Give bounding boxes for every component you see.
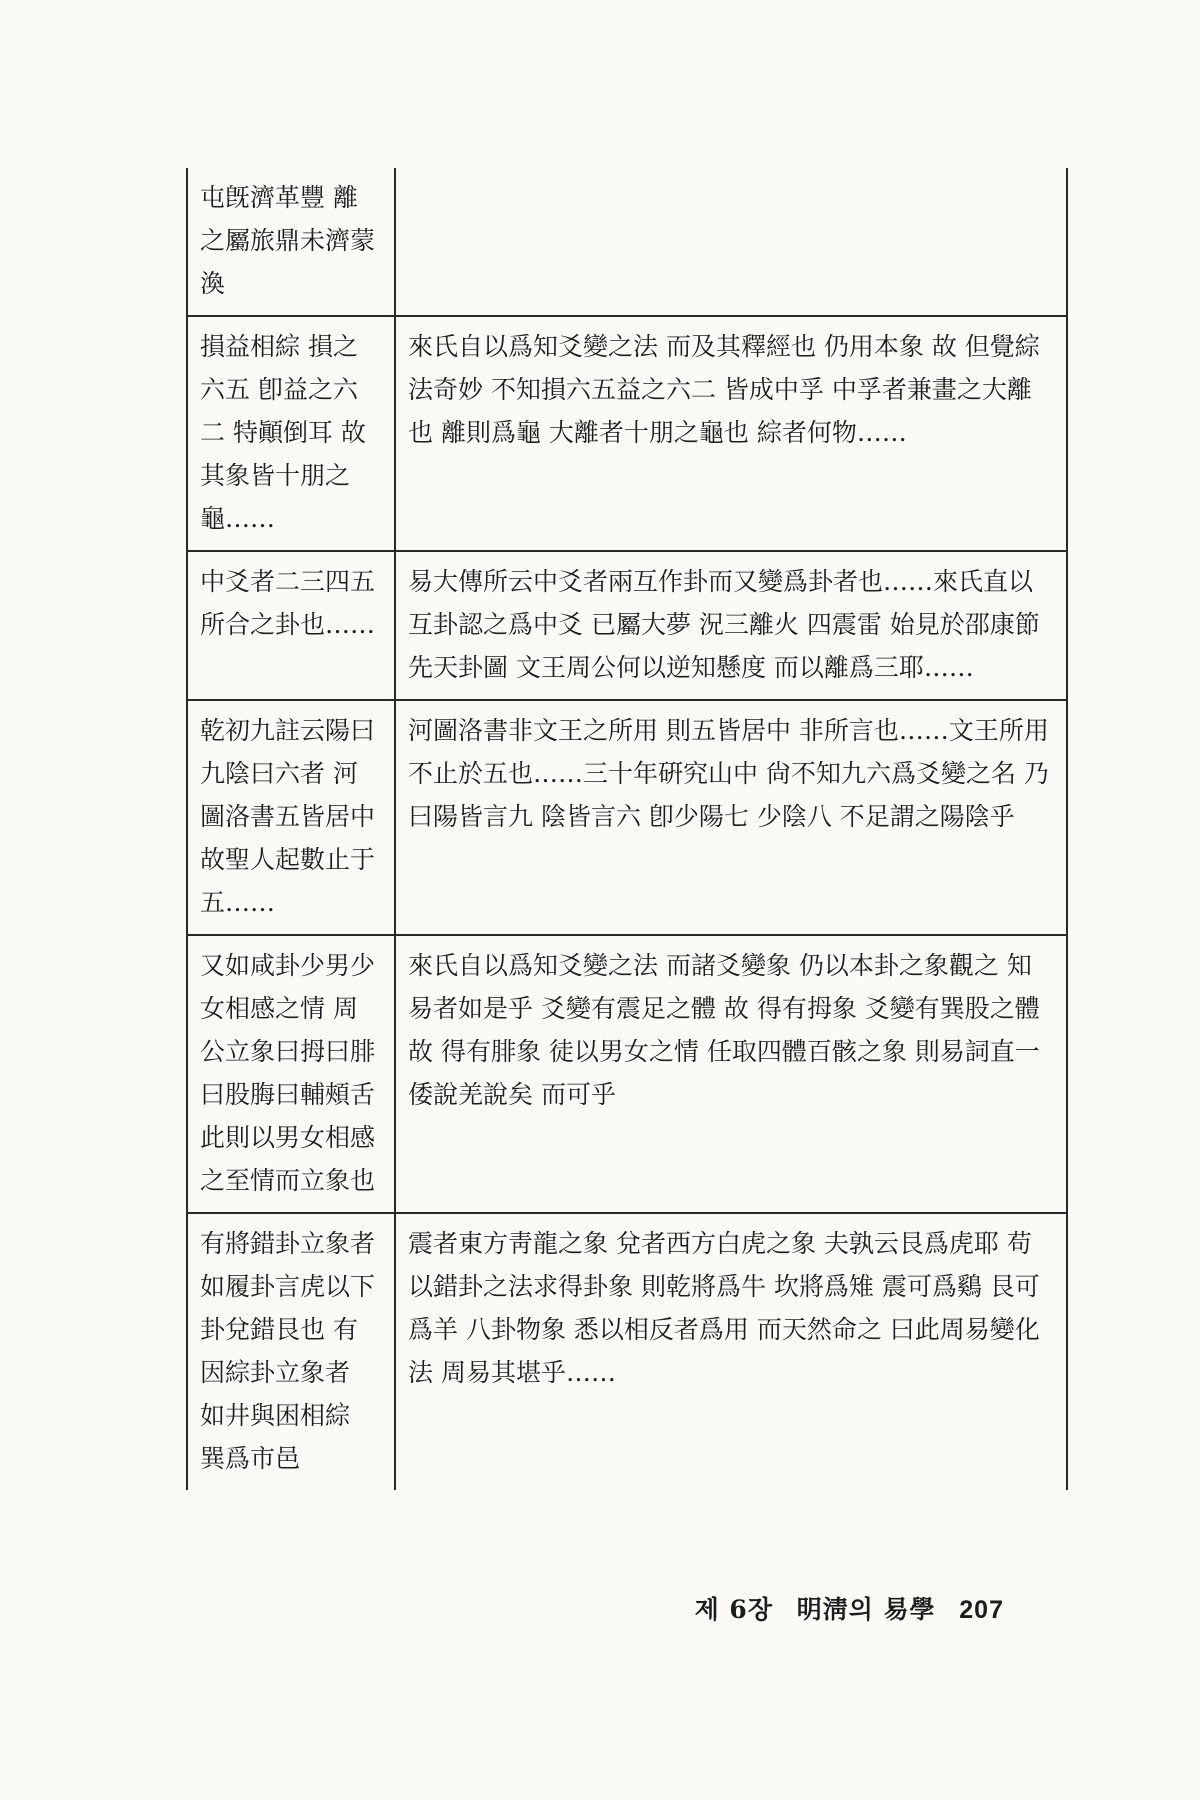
table-row bbox=[187, 1213, 1067, 1490]
quote-cell: 中爻者二三四五所合之卦也…… bbox=[187, 551, 395, 700]
section-title: 明淸의 易學 bbox=[796, 1595, 936, 1624]
critique-cell: 來氏自以爲知爻變之法 而及其釋經也 仍用本象 故 但覺綜法奇妙 不知損六五益之六二 皆成中孚 中孚者兼畫之大離也 離則爲龜 大離者十朋之龜也 綜者何物…… bbox=[395, 316, 1067, 551]
critique-cell bbox=[395, 168, 1067, 316]
table-row bbox=[187, 935, 1067, 1213]
commentary-table bbox=[186, 168, 1068, 1490]
quote-cell: 又如咸卦少男少女相感之情 周公立象曰拇曰腓曰股脢曰輔頰舌 此則以男女相感之至情而立象也 bbox=[187, 935, 395, 1213]
critique-cell: 震者東方靑龍之象 兌者西方白虎之象 夫孰云艮爲虎耶 苟以錯卦之法求得卦象 則乾將爲牛 坎將爲雉 震可爲鷄 艮可爲羊 八卦物象 悉以相反者爲用 而天然命之 曰此周易變化法 周易其堪乎…… bbox=[395, 1213, 1067, 1490]
chapter-label: 제 6장 bbox=[694, 1595, 773, 1624]
critique-cell: 來氏自以爲知爻變之法 而諸爻變象 仍以本卦之象觀之 知易者如是乎 爻變有震足之體 故 得有拇象 爻變有巽股之體 故 得有腓象 徒以男女之情 任取四體百骸之象 則易詞直一倭說羌說矣 而可乎 bbox=[395, 935, 1067, 1213]
table-row bbox=[187, 168, 1067, 316]
page-number: 207 bbox=[959, 1596, 1004, 1624]
quote-cell: 乾初九註云陽曰九陰曰六者 河圖洛書五皆居中 故聖人起數止于五…… bbox=[187, 700, 395, 935]
critique-cell: 易大傳所云中爻者兩互作卦而又變爲卦者也……來氏直以互卦認之爲中爻 已屬大夢 況三離火 四震雷 始見於邵康節先天卦圖 文王周公何以逆知懸度 而以離爲三耶…… bbox=[395, 551, 1067, 700]
table-row bbox=[187, 700, 1067, 935]
running-footer bbox=[681, 1590, 1004, 1626]
quote-cell: 屯旣濟革豐 離之屬旅鼎未濟蒙渙 bbox=[187, 168, 395, 316]
quote-cell: 損益相綜 損之六五 卽益之六二 特顚倒耳 故 其象皆十朋之龜…… bbox=[187, 316, 395, 551]
table-row bbox=[187, 551, 1067, 700]
quote-cell: 有將錯卦立象者 如履卦言虎以下卦兌錯艮也 有因綜卦立象者 如井與困相綜 巽爲市邑 bbox=[187, 1213, 395, 1490]
critique-cell: 河圖洛書非文王之所用 則五皆居中 非所言也……文王所用 不止於五也……三十年硏究山中 尙不知九六爲爻變之名 乃曰陽皆言九 陰皆言六 卽少陽七 少陰八 不足謂之陽陰乎 bbox=[395, 700, 1067, 935]
table-row bbox=[187, 316, 1067, 551]
